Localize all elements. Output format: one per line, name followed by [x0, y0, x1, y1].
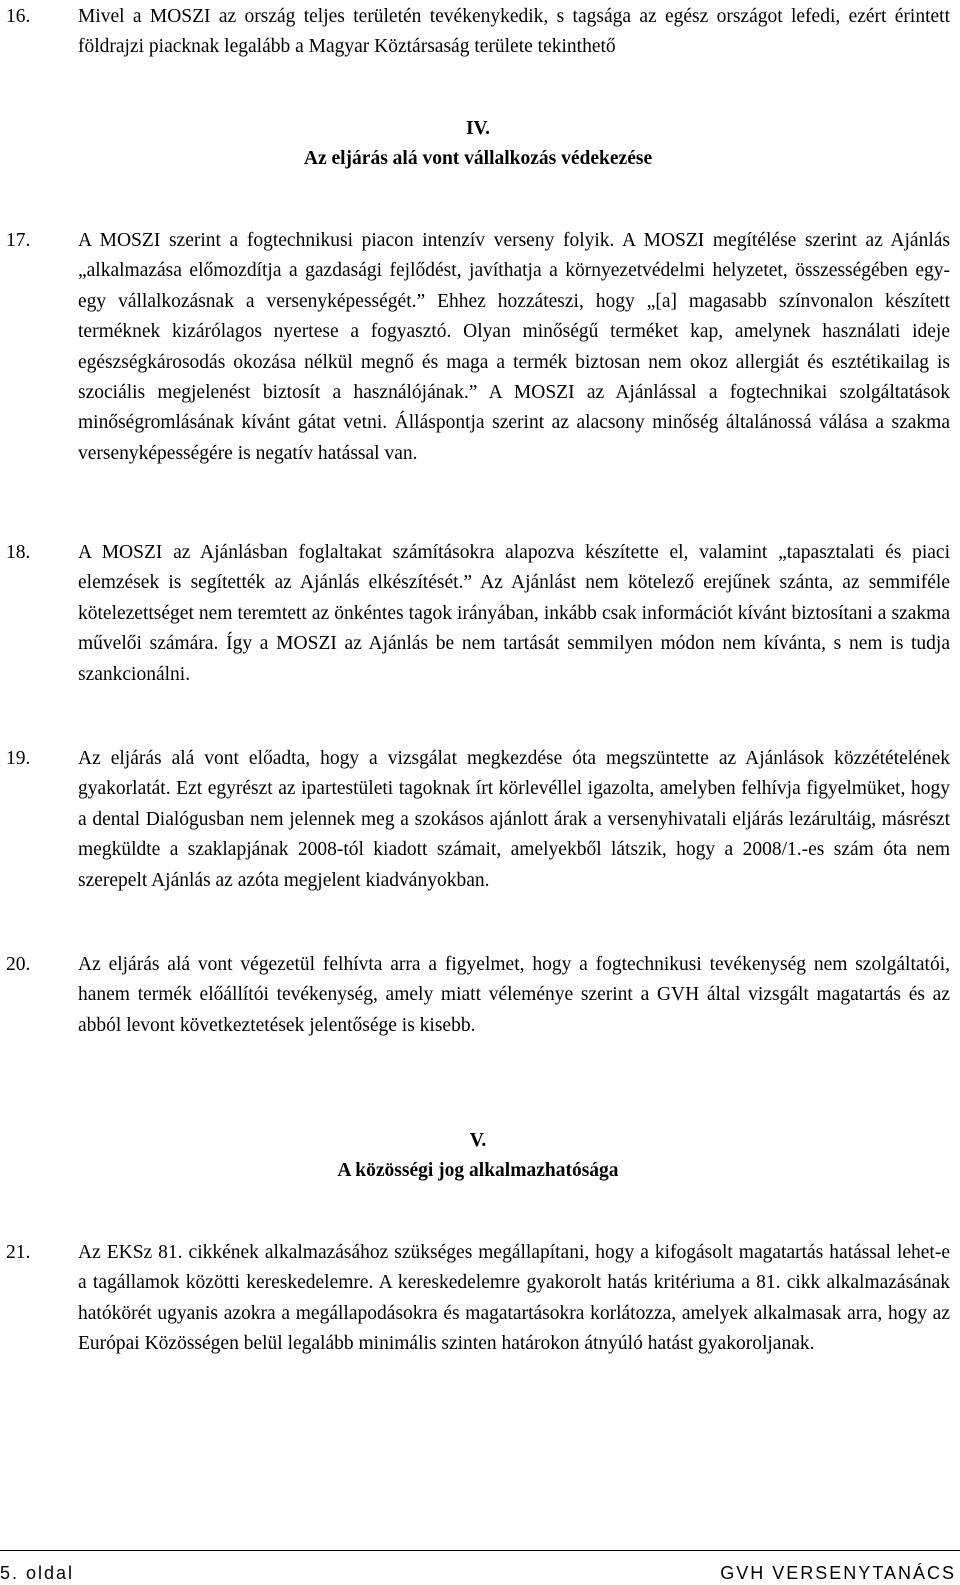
section-title-iv: Az eljárás alá vont vállalkozás védekezése [303, 148, 653, 169]
paragraph-number: 16. [6, 6, 31, 27]
paragraph-20 [6, 950, 950, 1041]
paragraph-number: 18. [6, 542, 31, 563]
paragraph-text: Az eljárás alá vont végezetül felhívta arra a figyelmet, hogy a fogtechnikusi tevékenység nem szolgáltatói, hanem termék előállítói tevékenység, amely miatt véleménye szerint a GVH által vizsgált magatartás és az abból levont következtetések jelentősége is kisebb. [78, 954, 950, 1036]
paragraph-19 [6, 744, 950, 896]
section-title-v: A közösségi jog alkalmazhatósága [337, 1160, 619, 1181]
paragraph-16 [6, 2, 950, 63]
section-number-v: V. [469, 1130, 487, 1151]
paragraph-18 [6, 538, 950, 690]
paragraph-text: A MOSZI az Ajánlásban foglaltakat számításokra alapozva készítette el, valamint „tapasztalati és piaci elemzések is segítették az Ajánlás elkészítését.” Az Ajánlást nem kötelező erejűnek szánta, az semmiféle kötelezettséget nem teremtett az önkéntes tagok irányában, inkább csak információt kívánt biztosítani a szakma művelői számára. Így a MOSZI az Ajánlás be nem tartását semmilyen módon nem kívánta, s nem is tudja szankcionálni. [78, 542, 950, 685]
paragraph-21 [6, 1238, 950, 1360]
paragraph-number: 19. [6, 748, 31, 769]
paragraph-text: Az eljárás alá vont előadta, hogy a vizsgálat megkezdése óta megszüntette az Ajánlások közzétételének gyakorlatát. Ezt egyrészt az ipartestületi tagoknak írt körlevéllel igazolta, amelyben felhívja figyelmüket, hogy a dental Dialógusban nem jelennek meg a szokásos ajánlott árak a versenyhivatali eljárás lezárultáig, másrészt megküldte a szaklapjának 2008-tól kiadott számait, amelyekből látszik, hogy a 2008/1.-es szám óta nem szerepelt Ajánlás az azóta megjelent kiadványokban. [78, 748, 950, 891]
footer-divider [0, 1550, 960, 1551]
footer-organization: GVH VERSENYTANÁCS [720, 1563, 956, 1583]
paragraph-text: A MOSZI szerint a fogtechnikusi piacon intenzív verseny folyik. A MOSZI megítélése szerint az Ajánlás „alkalmazása előmozdítja a gazdasági fejlődést, javíthatja a környezetvédelmi helyzetet, összességében egy-egy vállalkozásnak a versenyképességét.” Ehhez hozzáteszi, hogy „[a] magasabb színvonalon készített terméknek kizárólagos nyertese a fogyasztó. Olyan minőségű terméket kap, amelynek használati ideje egészségkárosodás okozása nélkül megnő és maga a termék biztosan nem okoz allergiát és esztétikailag is szociális megjelenést biztosít a használójának.” A MOSZI az Ajánlással a fogtechnikai szolgáltatások minőségromlásának kívánt gátat vetni. Álláspontja szerint az alacsony minőség általánossá válása a szakma versenyképességére is negatív hatással van. [78, 230, 950, 464]
section-number-iv: IV. [465, 118, 491, 139]
paragraph-number: 21. [6, 1242, 31, 1263]
footer-page-number: 5. oldal [0, 1563, 75, 1583]
paragraph-number: 17. [6, 230, 31, 251]
paragraph-17 [6, 226, 950, 469]
paragraph-number: 20. [6, 954, 31, 975]
paragraph-text: Az EKSz 81. cikkének alkalmazásához szükséges megállapítani, hogy a kifogásolt magatartás hatással lehet-e a tagállamok közötti kereskedelemre. A kereskedelemre gyakorolt hatás kritériuma a 81. cikk alkalmazásának hatókörét ugyanis azokra a megállapodásokra és magatartásokra korlátozza, amelyek alkalmasak arra, hogy az Európai Közösségen belül legalább minimális szinten határokon átnyúló hatást gyakoroljanak. [78, 1242, 950, 1355]
paragraph-text: Mivel a MOSZI az ország teljes területén tevékenykedik, s tagsága az egész országot lefedi, ezért érintett földrajzi piacknak legalább a Magyar Köztársaság területe tekinthető [78, 6, 950, 58]
